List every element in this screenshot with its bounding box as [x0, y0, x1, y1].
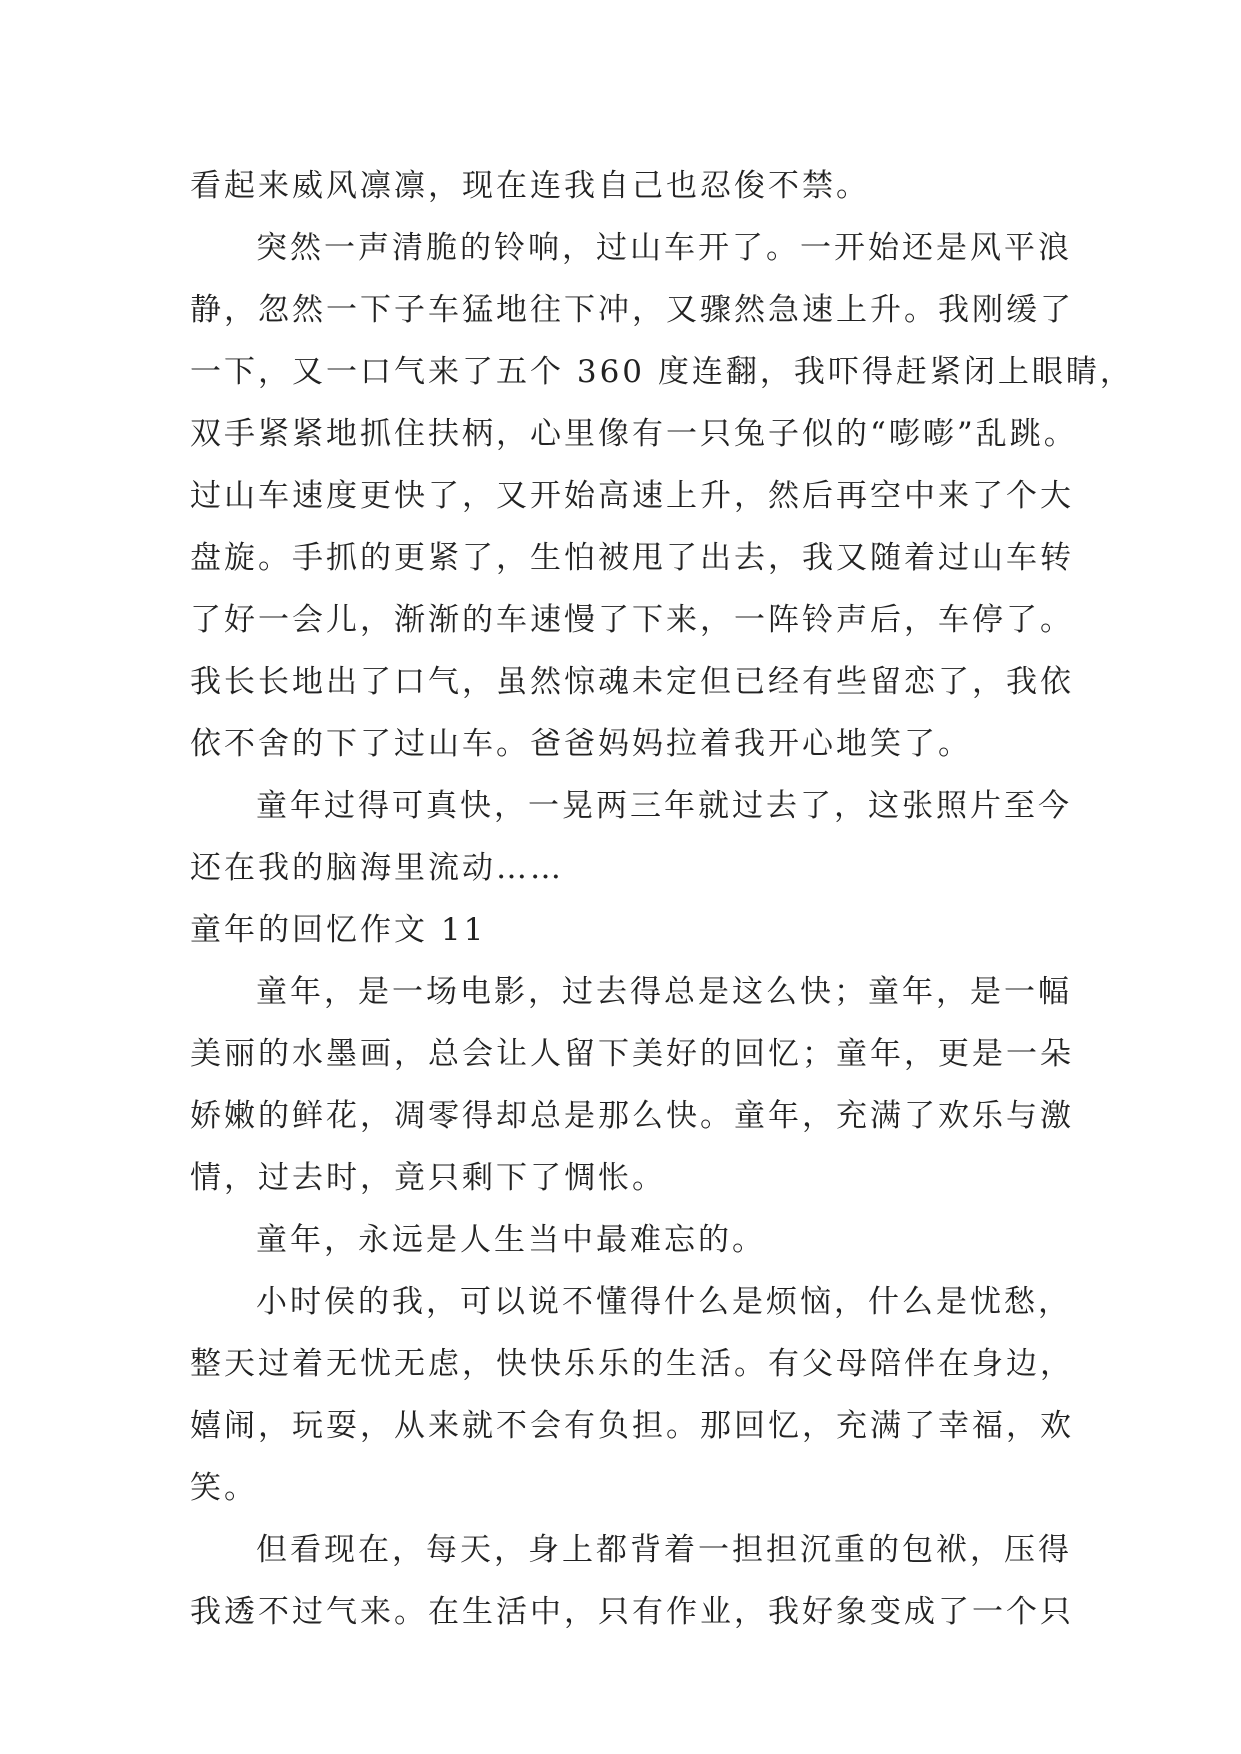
text-line: 美丽的水墨画，总会让人留下美好的回忆；童年，更是一朵	[190, 1036, 1074, 1072]
text-line: 嬉闹，玩耍，从来就不会有负担。那回忆，充满了幸福，欢	[190, 1408, 1074, 1444]
text-line: 静，忽然一下子车猛地往下冲，又骤然急速上升。我刚缓了	[190, 292, 1074, 328]
text-line: 小时侯的我，可以说不懂得什么是烦恼，什么是忧愁，	[256, 1284, 1072, 1320]
text-line: 看起来威风凛凛，现在连我自己也忍俊不禁。	[190, 168, 870, 204]
document-body	[190, 155, 1134, 1643]
text-line: 突然一声清脆的铃响，过山车开了。一开始还是风平浪	[256, 230, 1072, 266]
text-line: 我透不过气来。在生活中，只有作业，我好象变成了一个只	[190, 1594, 1074, 1630]
text-line: 笑。	[190, 1470, 258, 1506]
text-line: 一下，又一口气来了五个 360 度连翻，我吓得赶紧闭上眼睛，	[190, 354, 1134, 390]
text-line: 童年过得可真快，一晃两三年就过去了，这张照片至今	[256, 788, 1072, 824]
text-line: 童年的回忆作文 11	[190, 912, 487, 948]
text-line: 双手紧紧地抓住扶柄，心里像有一只兔子似的“嘭嘭”乱跳。	[190, 416, 1078, 452]
text-line: 童年，是一场电影，过去得总是这么快；童年，是一幅	[256, 974, 1072, 1010]
text-line: 整天过着无忧无虑，快快乐乐的生活。有父母陪伴在身边，	[190, 1346, 1074, 1382]
text-line: 娇嫩的鲜花，凋零得却总是那么快。童年，充满了欢乐与激	[190, 1098, 1074, 1134]
text-line: 过山车速度更快了，又开始高速上升，然后再空中来了个大	[190, 478, 1074, 514]
text-line: 我长长地出了口气，虽然惊魂未定但已经有些留恋了，我依	[190, 664, 1074, 700]
text-line: 还在我的脑海里流动……	[190, 850, 564, 886]
text-line: 盘旋。手抓的更紧了，生怕被甩了出去，我又随着过山车转	[190, 540, 1074, 576]
text-line: 了好一会儿，渐渐的车速慢了下来，一阵铃声后，车停了。	[190, 602, 1074, 638]
text-line: 依不舍的下了过山车。爸爸妈妈拉着我开心地笑了。	[190, 726, 972, 762]
text-line: 童年，永远是人生当中最难忘的。	[256, 1222, 766, 1258]
text-line: 情，过去时，竟只剩下了惆怅。	[190, 1160, 666, 1196]
text-line: 但看现在，每天，身上都背着一担担沉重的包袱，压得	[256, 1532, 1072, 1568]
